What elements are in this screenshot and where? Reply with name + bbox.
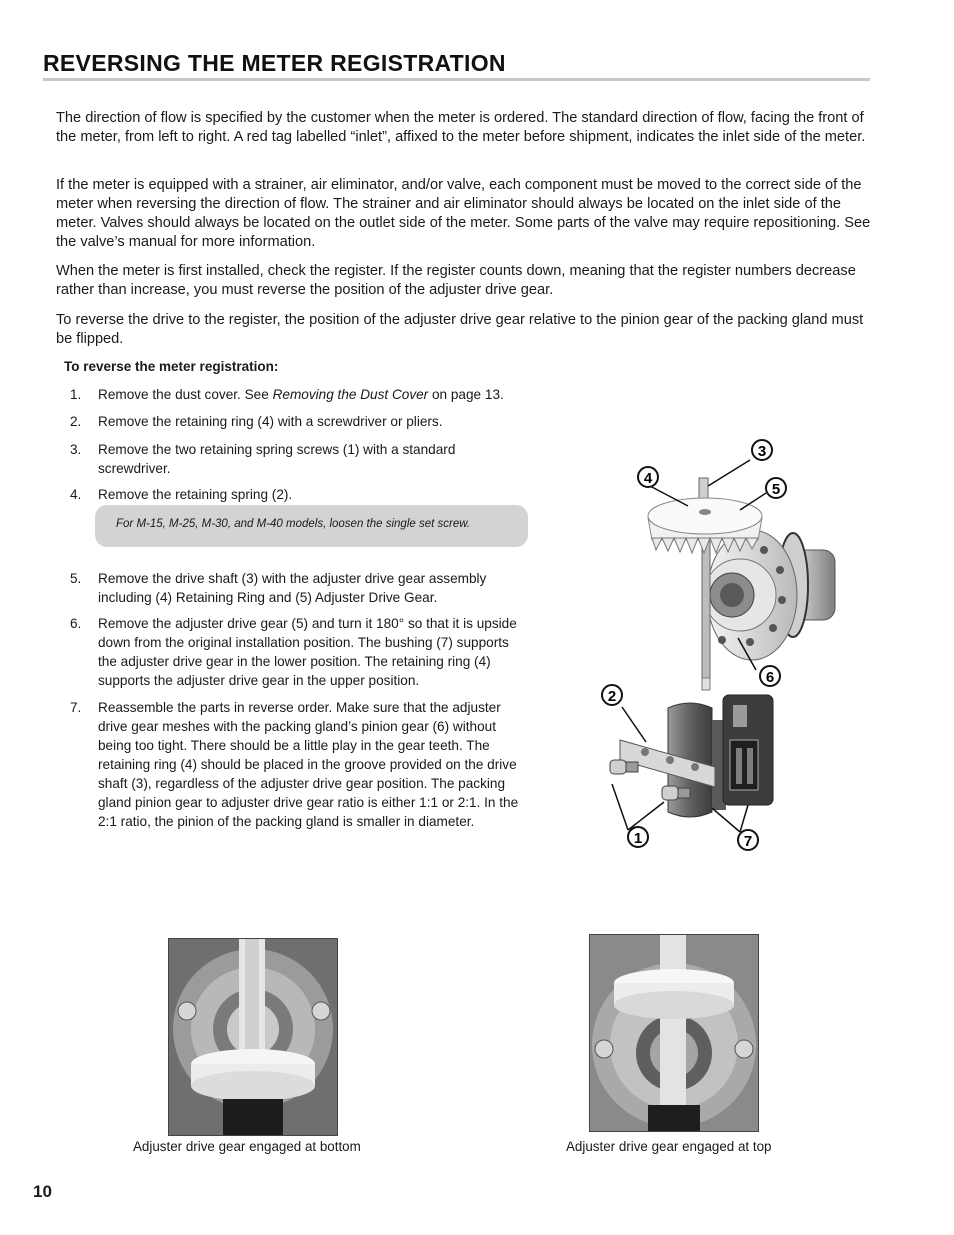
step-2	[70, 412, 530, 432]
assembly-diagram	[590, 430, 850, 860]
step-text: Remove the dust cover. See Removing the Dust Cover on page 13.	[98, 387, 504, 402]
callout-6	[760, 666, 780, 686]
procedure-heading: To reverse the meter registration:	[64, 359, 279, 374]
step-text: Remove the retaining spring (2).	[98, 487, 293, 502]
photo-gear-top	[589, 934, 759, 1132]
title-divider	[43, 78, 870, 81]
model-note-text: For M-15, M-25, M-30, and M-40 models, loosen the single set screw.	[116, 518, 471, 530]
intro-paragraph-2: If the meter is equipped with a strainer, air eliminator, and/or valve, each component must be moved to the correct side of the meter when reversing the direction of flow. The strainer and air eliminator should always be located on the inlet side of the meter. Valves should always be located on the outlet side of the meter. Some parts of the valve may require repositioning. See the valve’s manual for more information.	[56, 177, 871, 250]
packing-gland	[704, 530, 835, 660]
photo-gear-top-image	[590, 935, 758, 1131]
svg-text:6: 6	[765, 669, 775, 686]
step-number: 1.	[70, 387, 82, 402]
step-1	[70, 385, 530, 405]
step-number: 6.	[70, 616, 82, 631]
step-6	[70, 614, 530, 694]
step-4	[70, 485, 530, 505]
photo-gear-bottom-image	[169, 939, 337, 1135]
step-number: 3.	[70, 442, 82, 457]
svg-text:3: 3	[757, 443, 767, 460]
svg-text:5: 5	[771, 481, 781, 498]
page-number: 10	[33, 1182, 52, 1201]
bushing-sleeve	[723, 695, 773, 805]
callout-1	[628, 827, 648, 847]
model-note	[95, 505, 528, 547]
step-text: Remove the drive shaft (3) with the adjuster drive gear assembly including (4) Retaining Ring and (5) Adjuster Drive Gear.	[98, 571, 487, 605]
callout-3	[752, 440, 772, 460]
callout-5	[766, 478, 786, 498]
step-5	[70, 569, 530, 609]
svg-text:1: 1	[633, 830, 643, 847]
intro-paragraph-3: When the meter is first installed, check the register. If the register counts down, meaning that the register numbers decrease rather than increase, you must reverse the position of the adjuster drive gear.	[56, 263, 856, 298]
step-number: 7.	[70, 700, 82, 715]
step-text: Reassemble the parts in reverse order. Make sure that the adjuster drive gear meshes with the packing gland’s pinion gear (6) without being too tight. There should be a little play in the gear teeth. The retaining ring (4) should be placed in the groove provided on the drive shaft (3), regardless of the adjuster drive gear position. The packing gland pinion gear to adjuster drive gear ratio is either 1:1 or 2:1. In the 2:1 ratio, the pinion of the packing gland is smaller in diameter.	[98, 700, 519, 829]
intro-paragraph-1: The direction of flow is specified by the customer when the meter is ordered. The standard direction of flow, facing the front of the meter, from left to right. A red tag labelled “inlet”, affixed to the meter before shipment, indicates the inlet side of the meter.	[56, 110, 866, 145]
callout-7	[738, 830, 758, 850]
step-number: 2.	[70, 414, 82, 429]
svg-text:7: 7	[743, 833, 753, 850]
intro-paragraph-4: To reverse the drive to the register, the position of the adjuster drive gear relative to the pinion gear of the packing gland must be flipped.	[56, 312, 864, 347]
svg-text:2: 2	[607, 688, 617, 705]
callout-4	[638, 467, 658, 487]
svg-text:4: 4	[643, 470, 653, 487]
step-text: Remove the two retaining spring screws (1) with a standard screwdriver.	[98, 442, 456, 476]
callout-2	[602, 685, 622, 705]
step-text: Remove the adjuster drive gear (5) and turn it 180° so that it is upside down from the original installation position. The bushing (7) supports the adjuster drive gear in the lower position. The retaining ring (4) supports the adjuster drive gear in the upper position.	[98, 616, 517, 688]
caption-gear-bottom: Adjuster drive gear engaged at bottom	[133, 1139, 361, 1154]
step-3	[70, 440, 530, 480]
photo-gear-bottom	[168, 938, 338, 1136]
step-7	[70, 698, 530, 833]
step-text: Remove the retaining ring (4) with a screwdriver or pliers.	[98, 414, 443, 429]
step-number: 5.	[70, 571, 82, 586]
caption-gear-top: Adjuster drive gear engaged at top	[566, 1139, 772, 1154]
step-number: 4.	[70, 487, 82, 502]
cross-reference: Removing the Dust Cover	[272, 387, 429, 402]
page-title: REVERSING THE METER REGISTRATION	[43, 50, 506, 76]
